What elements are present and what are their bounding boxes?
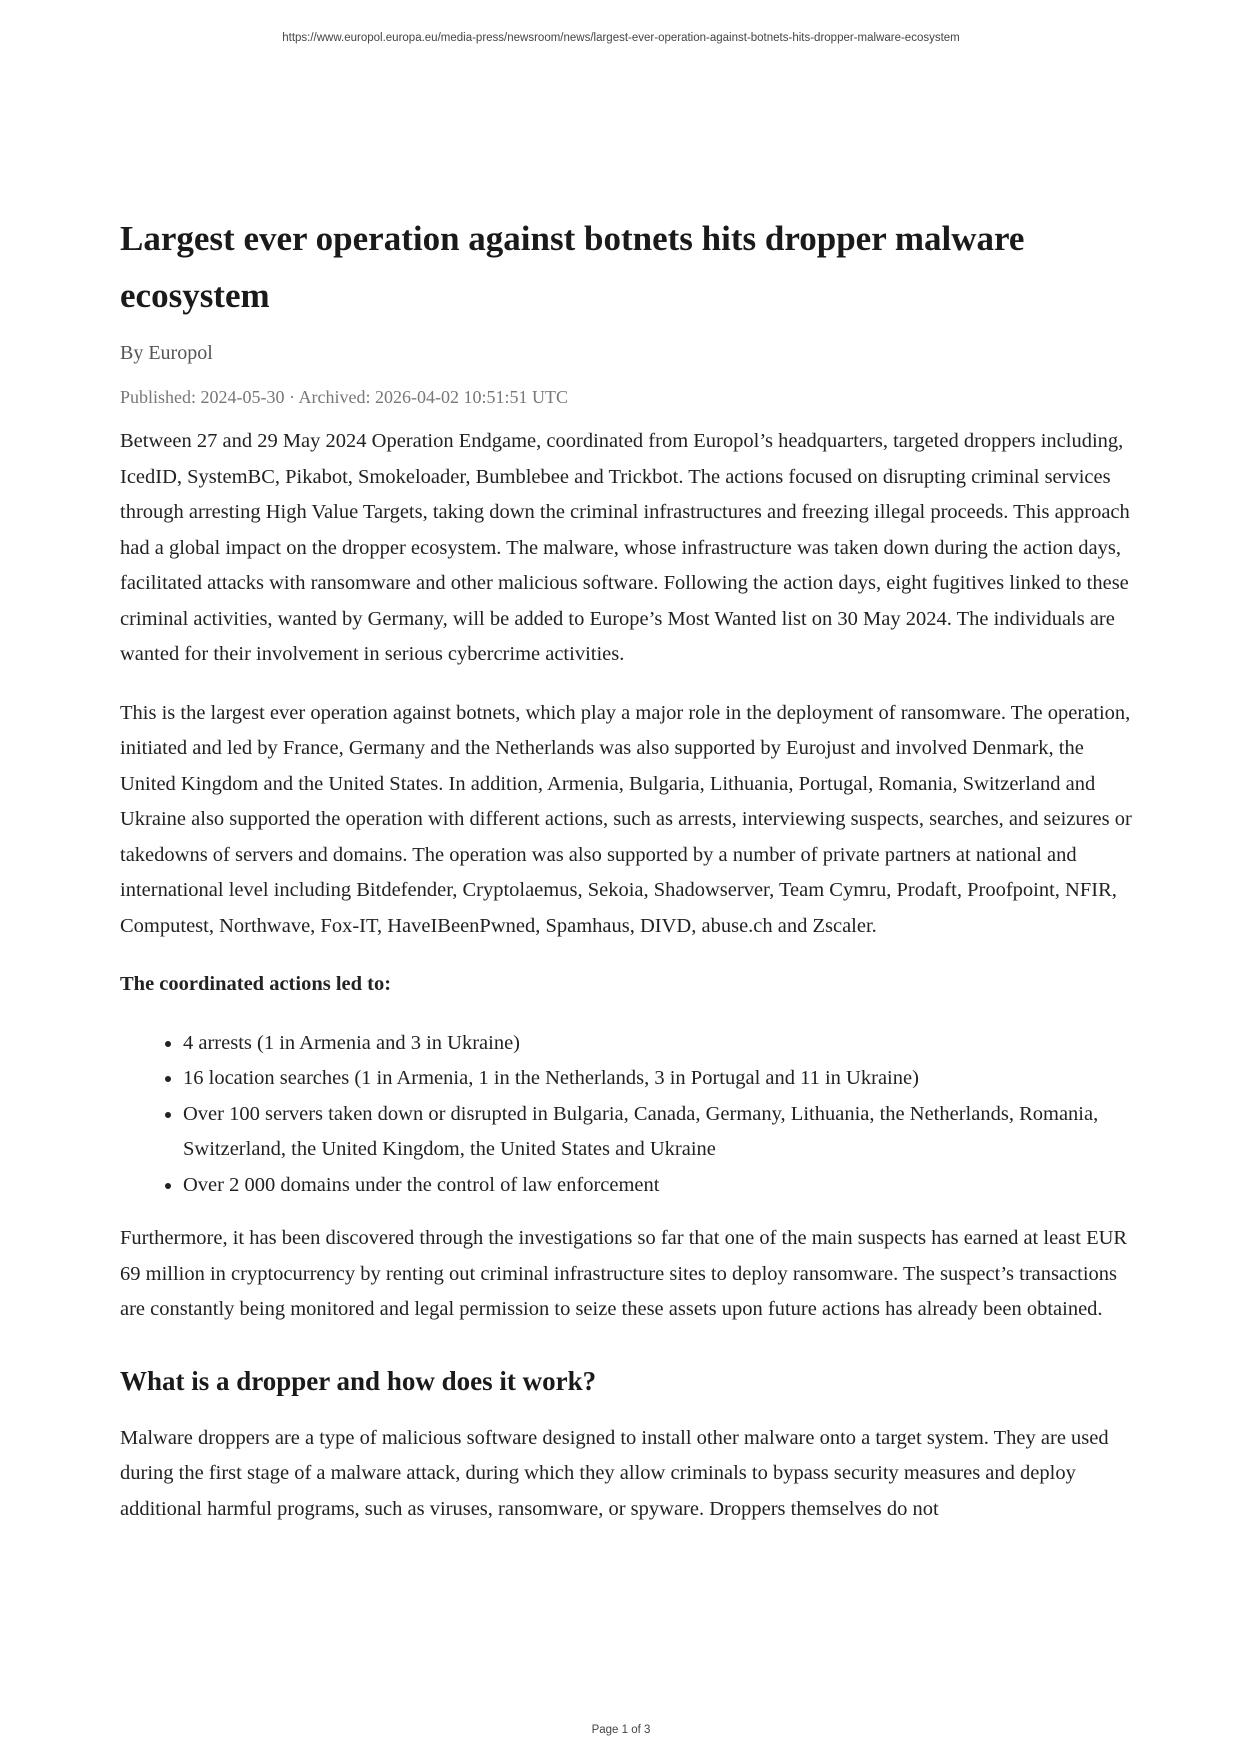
section-heading: What is a dropper and how does it work? <box>120 1365 597 1396</box>
paragraph: This is the largest ever operation against botnets, which play a major role in the deployment of ransomware. The operation, initiated and led by France, Germany and the Netherlands was also supported by Eurojust and involved Denmark, the United Kingdom and the United States. In addition, Armenia, Bulgaria, Lithuania, Portugal, Romania, Switzerland and Ukraine also supported the operation with different actions, such as arrests, interviewing suspects, searches, and seizures or takedowns of servers and domains. The operation was also supported by a number of private partners at national and international level including Bitdefender, Cryptolaemus, Sekoia, Shadowserver, Team Cymru, Prodaft, Proofpoint, NFIR, Computest, Northwave, Fox-IT, HaveIBeenPwned, Spamhaus, DIVD, abuse.ch and Zscaler. <box>120 701 1132 937</box>
list-heading: The coordinated actions led to: <box>120 973 392 995</box>
page-number: Page 1 of 3 <box>591 1724 651 1736</box>
paragraph: Malware droppers are a type of malicious software designed to install other malware onto a target system. They are used during the first stage of a malware attack, during which they allow criminals to bypass security measures and deploy additional harmful programs, such as viruses, ransomware, or spyware. Droppers themselves do not <box>120 1426 1109 1520</box>
list-item: • 16 location searches (1 in Armenia, 1 in the Netherlands, 3 in Portugal and 11 in Ukraine) <box>183 1061 1132 1097</box>
list-item: • Over 100 servers taken down or disrupted in Bulgaria, Canada, Germany, Lithuania, the Netherlands, Romania, Switzerland, the United Kingdom, the United States and Ukraine <box>183 1097 1132 1168</box>
list-item: • 4 arrests (1 in Armenia and 3 in Ukraine) <box>183 1026 1132 1062</box>
list-item: • Over 2 000 domains under the control of law enforcement <box>183 1168 1132 1204</box>
source-url: https://www.europol.europa.eu/media-press/newsroom/news/largest-ever-operation-against-botnets-hits-dropper-malware-ecosystem <box>282 32 960 44</box>
paragraph: Between 27 and 29 May 2024 Operation Endgame, coordinated from Europol’s headquarters, targeted droppers including, IcedID, SystemBC, Pikabot, Smokeloader, Bumblebee and Trickbot. The actions focused on disrupting criminal services through arresting High Value Targets, taking down the criminal infrastructures and freezing illegal proceeds. This approach had a global impact on the dropper ecosystem. The malware, whose infrastructure was taken down during the action days, facilitated attacks with ransomware and other malicious software. Following the action days, eight fugitives linked to these criminal activities, wanted by Germany, will be added to Europe’s Most Wanted list on 30 May 2024. The individuals are wanted for their involvement in serious cybercrime activities. <box>120 430 1130 665</box>
paragraph: Furthermore, it has been discovered through the investigations so far that one of the main suspects has earned at least EUR 69 million in cryptocurrency by renting out criminal infrastructure sites to deploy ransomware. The suspect’s transactions are constantly being monitored and legal permission to seize these assets upon future actions has already been obtained. <box>120 1227 1128 1320</box>
byline: By Europol <box>120 342 213 364</box>
article-title: Largest ever operation against botnets hits dropper malware ecosystem <box>120 219 1025 315</box>
article <box>120 210 1132 1550</box>
actions-list <box>120 1026 1132 1204</box>
publish-meta: Published: 2024-05-30 · Archived: 2026-04-02 10:51:51 UTC <box>120 387 568 407</box>
